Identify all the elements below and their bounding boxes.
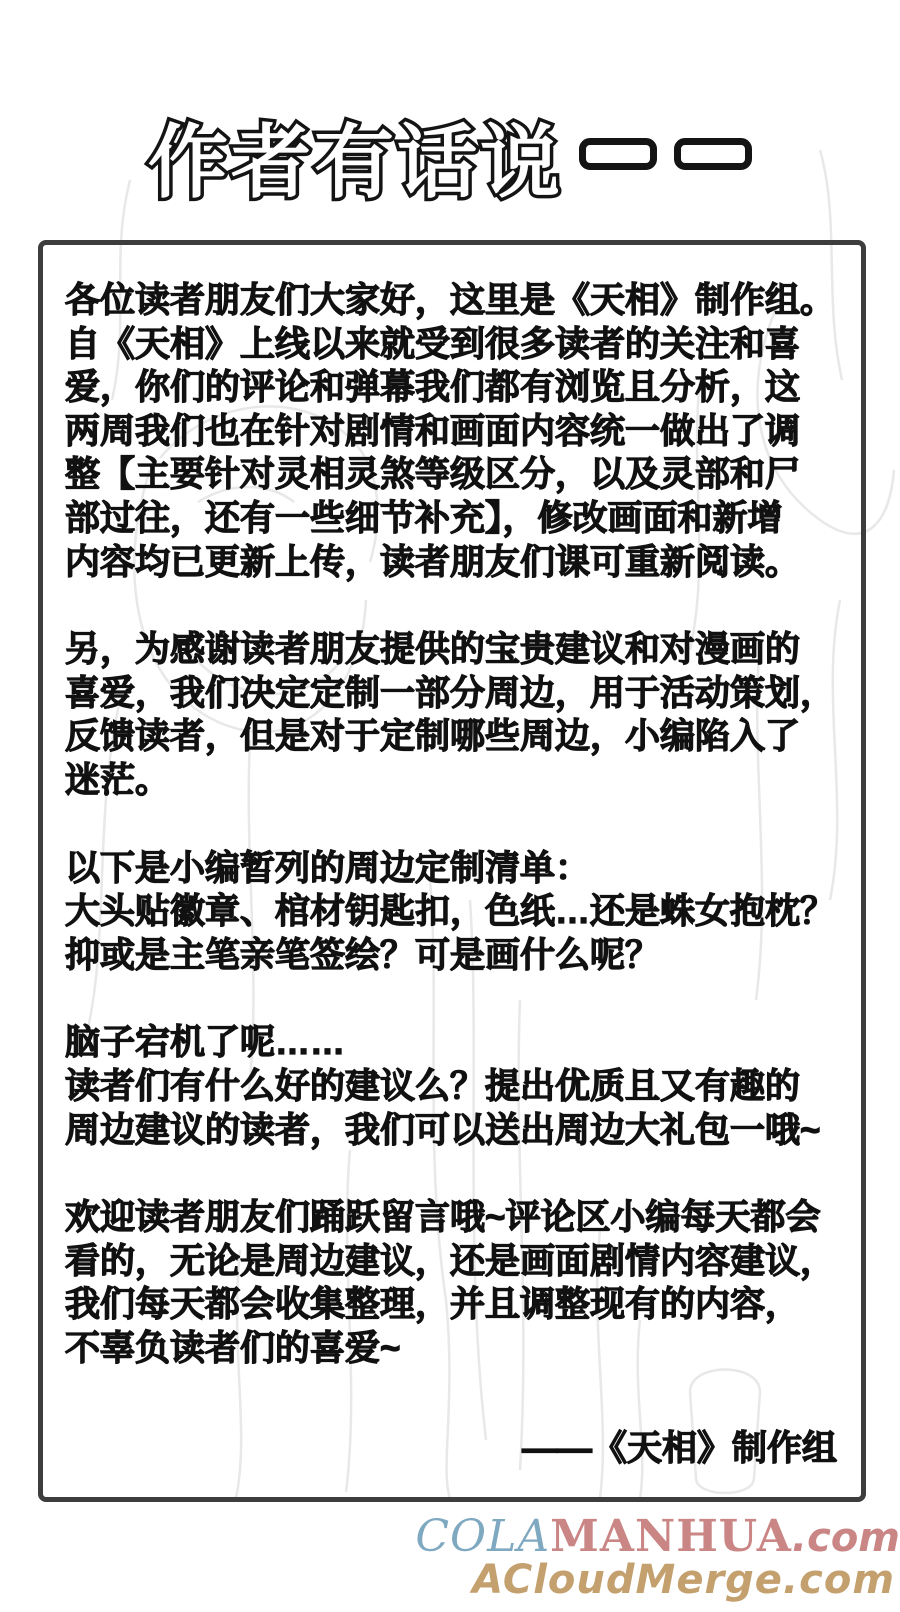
note-line: 自《天相》上线以来就受到很多读者的关注和喜 — [65, 324, 801, 364]
note-line: 我们每天都会收集整理，并且调整现有的内容， — [65, 1285, 801, 1325]
note-line: 另，为感谢读者朋友提供的宝贵建议和对漫画的 — [65, 630, 801, 670]
watermark-cola-text: COLA — [415, 1511, 551, 1562]
watermark-manhua-text: MANHUA — [550, 1511, 792, 1562]
note-line: 抑或是主笔亲笔签绘？可是画什么呢？ — [65, 935, 661, 975]
note-line: 欢迎读者朋友们踊跃留言哦~评论区小编每天都会 — [65, 1198, 821, 1238]
note-line: 反馈读者，但是对于定制哪些周边，小编陷入了 — [65, 717, 801, 757]
watermark-acloudmerge: ACloudMerge.com — [472, 1557, 895, 1603]
signature: ——《天相》制作组 — [521, 1429, 837, 1469]
note-line: 爱，你们的评论和弹幕我们都有浏览且分析，这 — [65, 368, 801, 408]
note-line: 两周我们也在针对剧情和画面内容统一做出了调 — [65, 411, 801, 451]
note-line: 周边建议的读者，我们可以送出周边大礼包一哦~ — [65, 1110, 821, 1150]
page-title: 作者有话说 — [148, 118, 563, 207]
watermark-com-text: .com — [791, 1515, 900, 1561]
title-dash-icon — [579, 138, 657, 170]
title-dash-icon — [674, 138, 752, 170]
note-line: 各位读者朋友们大家好，这里是《天相》制作组。 — [65, 281, 836, 320]
note-line: 脑子宕机了呢…… — [65, 1023, 346, 1063]
note-paragraph — [65, 1196, 847, 1370]
note-paragraph — [65, 628, 847, 802]
note-line: 内容均已更新上传，读者朋友们课可重新阅读。 — [65, 542, 801, 582]
note-line: 喜爱，我们决定定制一部分周边，用于活动策划， — [65, 673, 836, 713]
note-line: 不辜负读者们的喜爱~ — [65, 1328, 401, 1368]
note-line: 读者们有什么好的建议么？提出优质且又有趣的 — [65, 1066, 801, 1106]
note-line: 迷茫。 — [65, 760, 171, 800]
author-note-box — [38, 240, 866, 1502]
title-dash-group — [579, 138, 752, 170]
note-paragraph — [65, 1021, 847, 1152]
note-paragraph — [65, 279, 847, 584]
note-line: 整【主要针对灵相灵煞等级区分，以及灵部和尸 — [65, 455, 801, 495]
page-title-row — [0, 98, 900, 213]
note-line: 大头贴徽章、棺材钥匙扣，色纸…还是蛛女抱枕？ — [65, 892, 836, 932]
note-line: 看的，无论是周边建议，还是画面剧情内容建议， — [65, 1241, 836, 1281]
note-line: 部过往，还有一些细节补充】，修改画面和新增 — [65, 498, 783, 538]
note-line: 以下是小编暂列的周边定制清单： — [65, 848, 591, 888]
note-paragraph — [65, 847, 847, 978]
watermark-colamanhua — [415, 1511, 900, 1562]
